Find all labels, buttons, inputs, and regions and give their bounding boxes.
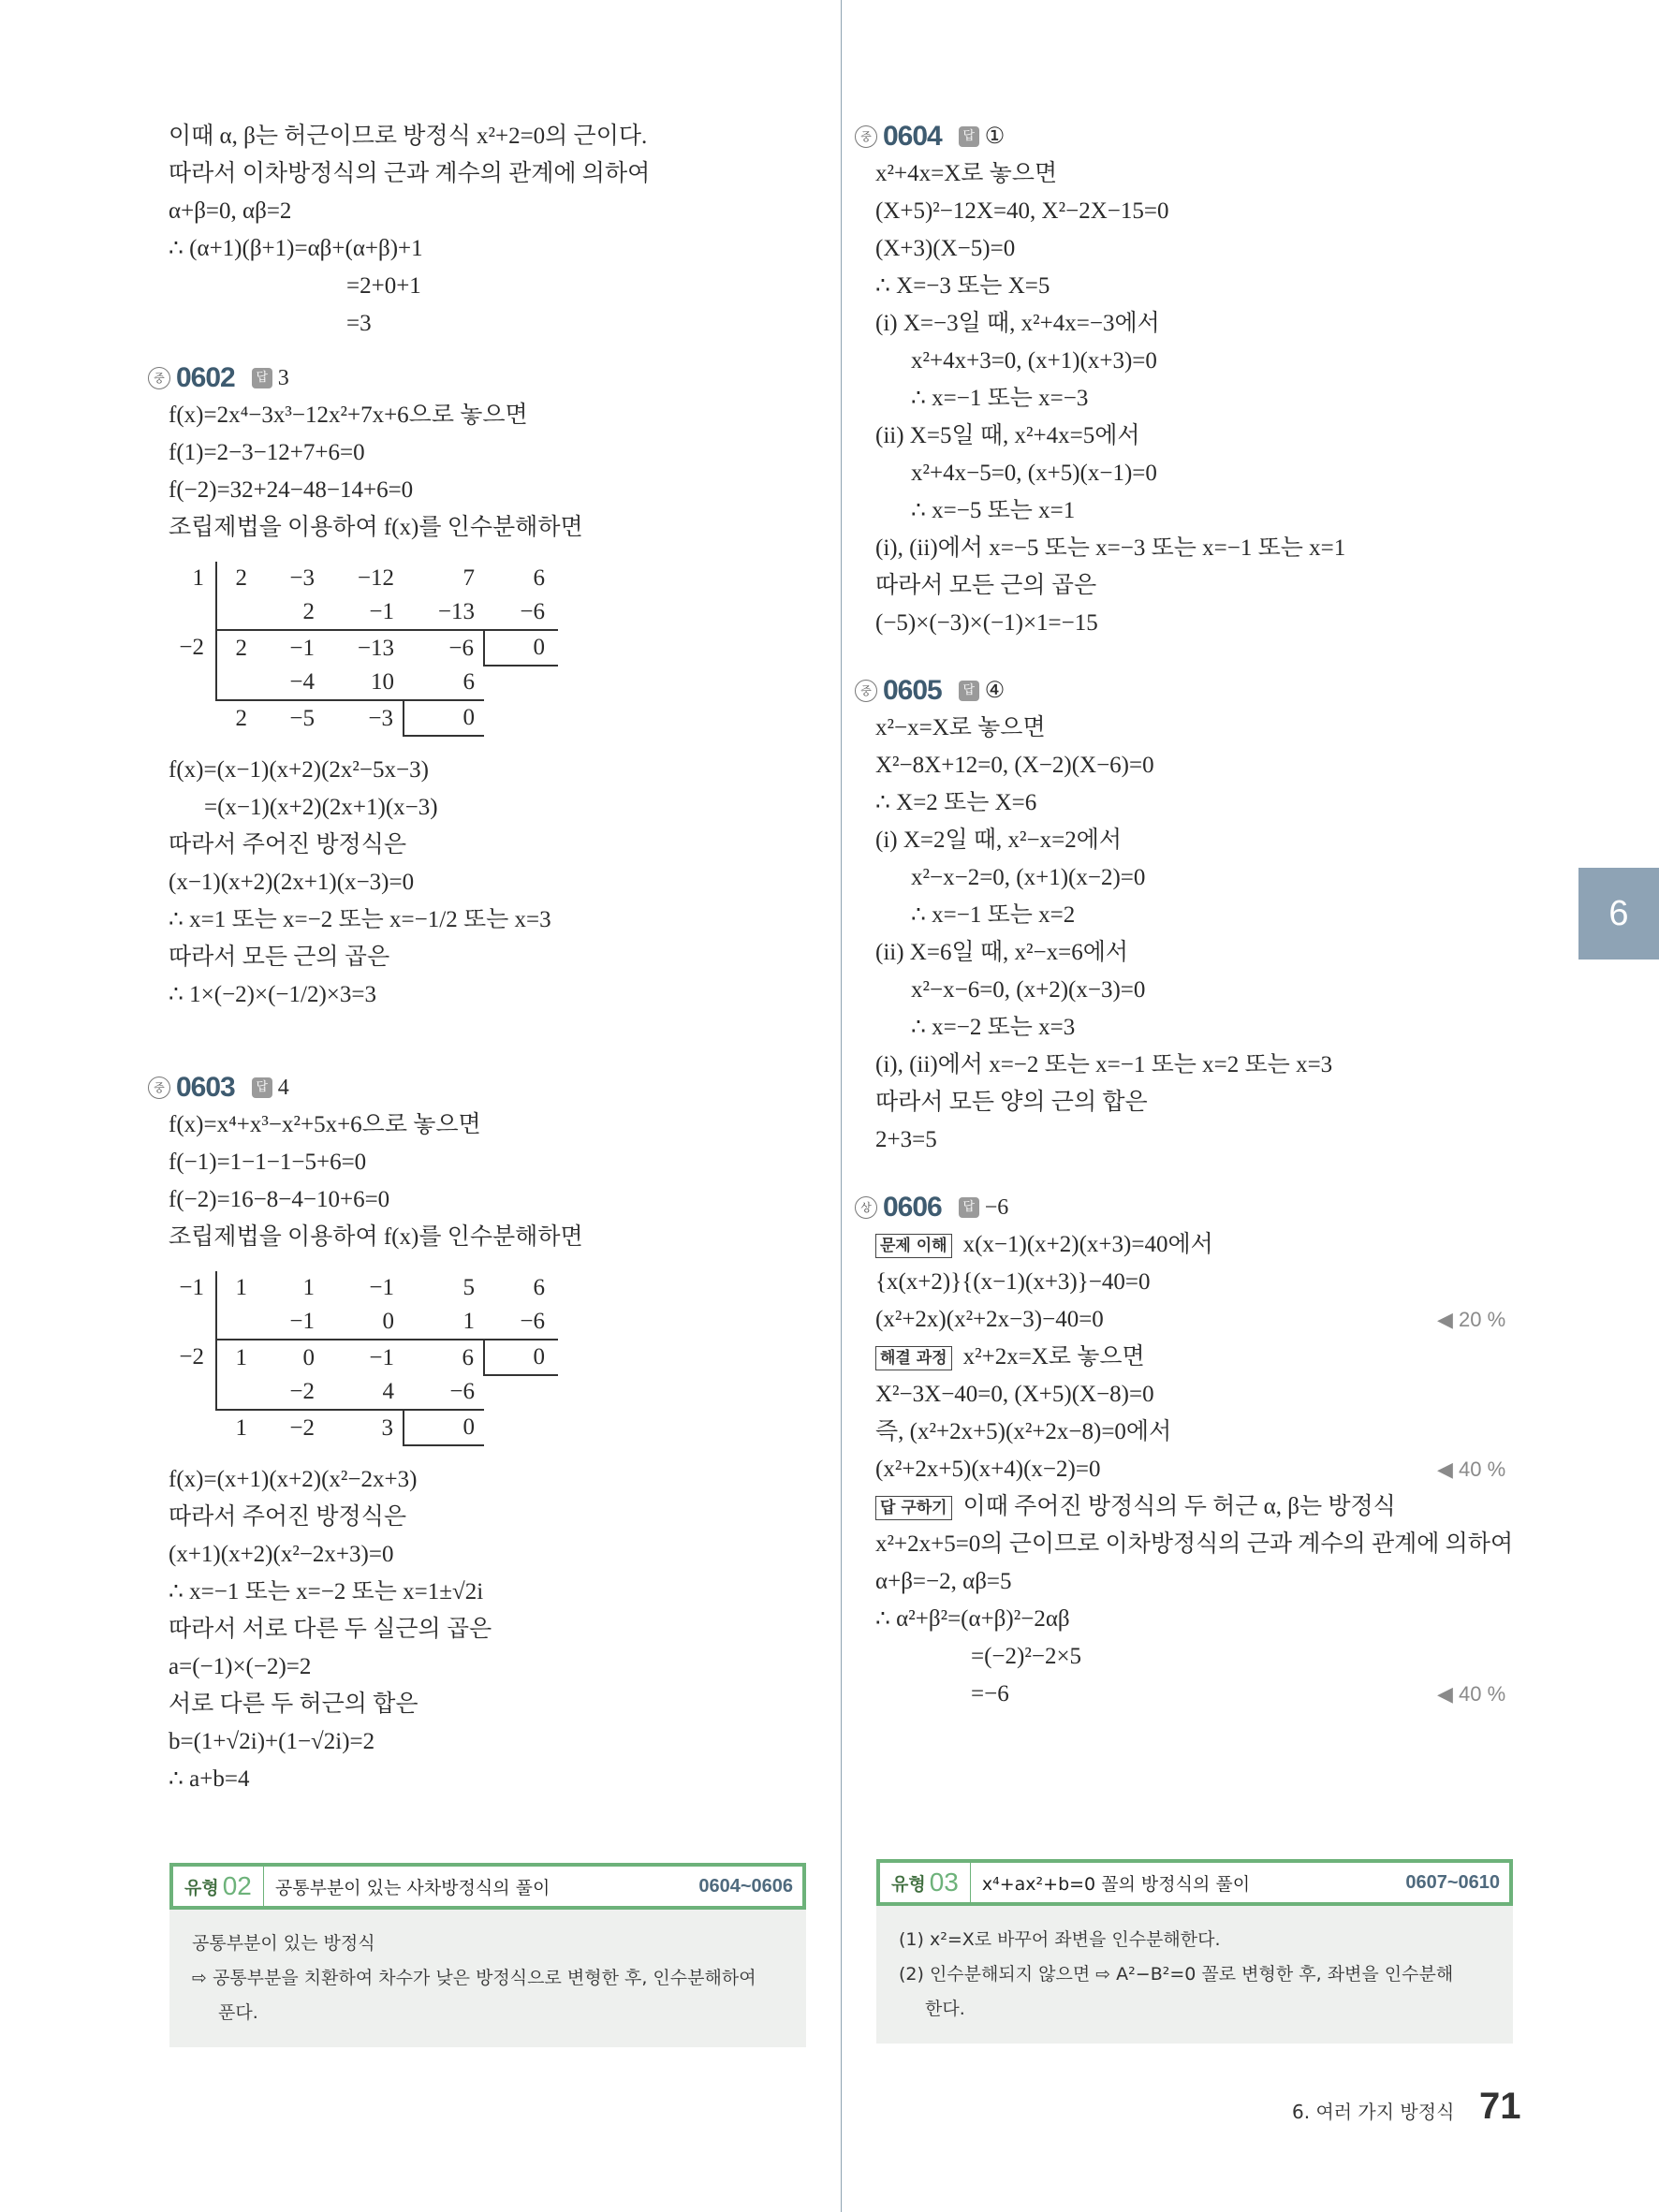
solution-line [875,934,1531,972]
difficulty-badge: 중 [855,125,877,148]
difficulty-badge: 중 [855,680,877,702]
division-cell [169,666,216,700]
line-text: ∴ X=2 또는 X=6 [875,790,1037,815]
division-cell: 7 [462,565,475,591]
line-text: 따라서 주어진 방정식은 [169,1504,407,1530]
solution-line [169,976,824,1014]
division-cell: −2 [169,630,216,666]
problem-header [855,672,1531,710]
line-text: f(x)=(x−1)(x+2)(2x²−5x−3) [169,757,429,783]
line-text: 따라서 모든 양의 근의 합은 [875,1090,1148,1115]
division-row [169,595,558,630]
solution-line [875,305,1531,343]
solution-line [169,1499,824,1536]
type-number: 03 [929,1868,959,1897]
division-cell [169,595,216,630]
problem-0602 [154,359,824,1014]
line-text: (ii) X=5일 때, x²+4x=5에서 [875,423,1140,448]
line-text: f(x)=x⁴+x³−x²+5x+6으로 놓으면 [169,1112,481,1137]
solution-line [169,1648,824,1686]
division-cell: −3 [368,705,393,731]
line-text: 이때 주어진 방정식의 두 허근 α, β는 방정식 [962,1494,1396,1519]
line-text: α+β=0, αβ=2 [169,198,292,224]
division-row [169,1271,558,1305]
score-percent: ◀ 20 % [1437,1308,1506,1331]
division-cell [169,1410,216,1445]
line-text: f(x)=2x⁴−3x³−12x²+7x+6으로 놓으면 [169,403,528,428]
synthetic-division-table [169,562,558,737]
division-cell: 0 [404,700,484,736]
division-cell [484,1375,558,1410]
answer-badge: 답 [959,681,979,701]
division-cell [216,1375,257,1410]
solution-line [169,1723,824,1761]
division-cell: −1 [369,1344,394,1370]
difficulty-badge: 중 [148,367,170,389]
line-text: x²−x=X로 놓으면 [875,715,1046,740]
step-label: 답 구하기 [875,1496,952,1520]
answer-badge: 답 [959,126,979,147]
division-cell: −6 [484,1305,558,1340]
line-text: 따라서 이차방정식의 근과 계수의 관계에 의하여 [169,161,651,186]
line-text: b=(1+√2i)+(1−√2i)=2 [169,1729,375,1754]
type-number: 02 [222,1871,252,1900]
solution-line [875,1526,1531,1563]
type-box-02 [169,1863,806,2047]
solution-line [169,509,824,547]
division-cell: 3 [381,1414,393,1441]
line-text: 이때 α, β는 허근이므로 방정식 x²+2=0의 근이다. [169,124,648,149]
division-row [169,1340,558,1375]
division-cell: 2 [235,635,247,661]
intro-section [169,118,824,343]
solution-line [169,1574,824,1611]
solution-line [875,710,1531,747]
division-cell: 1 [404,1305,484,1340]
line-text: ∴ x=−2 또는 x=3 [911,1015,1076,1040]
solution-line [169,1106,824,1144]
division-cell: −2 [289,1414,315,1441]
division-cell [169,1375,216,1410]
problem-number: 0603 [176,1072,235,1103]
type-title: x⁴+ax²+b=0 꼴의 방정식의 풀이 [981,1873,1251,1895]
solution-line [875,747,1531,784]
solution-line [169,155,824,193]
division-cell: 2 [257,595,324,630]
division-cell: −6 [484,595,558,630]
problem-0606 [860,1189,1531,1713]
division-cell: −1 [257,1305,324,1340]
solution-line [169,864,824,901]
solution-line [875,1226,1531,1264]
division-cell: −6 [448,635,474,661]
solution-line [875,859,1531,897]
answer-badge: 답 [252,368,272,388]
line-text: (−5)×(−3)×(−1)×1=−15 [875,610,1098,636]
difficulty-badge: 중 [148,1077,170,1099]
problem-number: 0604 [883,121,942,152]
type-box-line: 한다. [925,1999,965,2019]
solution-line [875,1414,1531,1451]
line-text: {x(x+2)}{(x−1)(x+3)}−40=0 [875,1269,1151,1295]
division-row [169,1305,558,1340]
answer-value: ④ [984,679,1006,703]
score-percent: ◀ 40 % [1437,1682,1506,1706]
solution-line [875,1638,1531,1676]
division-cell: 0 [404,1410,484,1445]
solution-line [875,1339,1531,1376]
solution-line [169,901,824,939]
problem-0603 [154,1069,824,1798]
solution-line [169,268,824,305]
division-cell: −13 [357,635,394,661]
line-text: (x²+2x+5)(x+4)(x−2)=0 [875,1457,1101,1482]
line-text: x²−x−2=0, (x+1)(x−2)=0 [911,865,1146,890]
division-cell: −5 [289,705,315,731]
line-text: 2+3=5 [875,1127,937,1152]
division-cell [169,1305,216,1340]
line-text: x²+4x−5=0, (x+5)(x−1)=0 [911,461,1157,486]
type-label [173,1867,264,1906]
line-text: x(x−1)(x+2)(x+3)=40에서 [962,1232,1213,1257]
solution-line [875,1676,1531,1713]
division-cell [216,1305,257,1340]
division-row [169,1410,558,1445]
division-cell: −4 [257,666,324,700]
difficulty-badge: 상 [855,1196,877,1219]
line-text: =(−2)²−2×5 [971,1644,1082,1669]
division-row [169,1375,558,1410]
type-word: 유형 [184,1877,219,1898]
type-label [880,1863,971,1902]
solution-line [169,1461,824,1499]
line-text: 따라서 모든 근의 곱은 [875,573,1097,598]
line-text: (i) X=−3일 때, x²+4x=−3에서 [875,311,1160,336]
division-cell: −1 [324,595,404,630]
line-text: x²−x−6=0, (x+2)(x−3)=0 [911,977,1146,1003]
line-text: (X+3)(X−5)=0 [875,236,1016,261]
line-text: X²−3X−40=0, (X+5)(X−8)=0 [875,1382,1154,1407]
type-word: 유형 [891,1873,926,1895]
solution-line [875,1376,1531,1414]
problem-header [855,1189,1531,1226]
division-cell: −12 [357,565,394,591]
division-cell: 10 [324,666,404,700]
answer-value: 4 [277,1076,289,1100]
line-text: x²+2x=X로 놓으면 [962,1344,1145,1370]
problem-header [148,1069,824,1106]
solution-line [169,472,824,509]
line-text: a=(−1)×(−2)=2 [169,1654,312,1679]
line-text: =2+0+1 [346,273,421,299]
type-box-body [876,1906,1513,2044]
line-text: 즉, (x²+2x+5)(x²+2x−8)=0에서 [875,1419,1172,1444]
division-cell [216,666,257,700]
answer-value: ① [984,125,1006,149]
line-text: (i) X=2일 때, x²−x=2에서 [875,828,1123,853]
division-cell: −6 [404,1375,484,1410]
line-text: 따라서 모든 근의 곱은 [169,945,390,970]
division-cell: −1 [369,1275,394,1300]
solution-line [875,343,1531,380]
synthetic-division-table [169,1271,558,1446]
solution-line [875,1047,1531,1084]
solution-line [169,752,824,789]
solution-line [875,1601,1531,1638]
solution-line [875,1563,1531,1601]
division-cell: 1 [235,1414,247,1441]
division-row [169,562,558,595]
type-box-header [876,1859,1513,1906]
solution-line [875,1084,1531,1121]
problem-header [855,118,1531,155]
chapter-title: 6. 여러 가지 방정식 [1292,2101,1455,2123]
answer-value: 3 [277,366,289,390]
solution-line [875,492,1531,530]
line-text: (x²+2x)(x²+2x−3)−40=0 [875,1307,1104,1332]
line-text: (i), (ii)에서 x=−2 또는 x=−1 또는 x=2 또는 x=3 [875,1052,1333,1077]
column-divider [841,0,842,2212]
division-cell: −1 [289,635,315,661]
solution-line [875,268,1531,305]
solution-line [169,434,824,472]
division-cell: 1 [169,562,216,595]
line-text: ∴ α²+β²=(α+β)²−2αβ [875,1606,1070,1632]
type-box-line: (2) 인수분해되지 않으면 ⇨ A²−B²=0 꼴로 변형한 후, 좌변을 인수분해 [899,1964,1454,1985]
problem-header [148,359,824,397]
line-text: (i), (ii)에서 x=−5 또는 x=−3 또는 x=−1 또는 x=1 [875,535,1346,561]
solution-line [875,822,1531,859]
solution-line [875,567,1531,605]
line-text: f(−2)=32+24−48−14+6=0 [169,477,414,503]
line-text: ∴ x=1 또는 x=−2 또는 x=−1/2 또는 x=3 [169,907,551,932]
line-text: =−6 [971,1681,1009,1707]
division-cell: 0 [484,1340,558,1375]
line-text: ∴ x=−1 또는 x=−3 [911,386,1089,411]
answer-badge: 답 [252,1077,272,1098]
line-text: x²+2x+5=0의 근이므로 이차방정식의 근과 계수의 관계에 의하여 [875,1531,1514,1557]
solution-line [169,1536,824,1574]
solution-line [875,784,1531,822]
type-box-line: 푼다. [218,2002,258,2023]
division-row [169,700,558,736]
division-cell: −1 [169,1271,216,1305]
line-text: ∴ (α+1)(β+1)=αβ+(α+β)+1 [169,236,423,261]
division-cell [484,666,558,700]
line-text: 따라서 주어진 방정식은 [169,832,407,857]
division-row [169,630,558,666]
problem-0605 [860,672,1531,1159]
solution-line [169,827,824,864]
line-text: =3 [346,311,372,336]
problem-0604 [860,118,1531,642]
solution-line [875,193,1531,230]
solution-line [875,530,1531,567]
solution-line [875,897,1531,934]
division-cell: −13 [404,595,484,630]
problem-number: 0605 [883,675,942,706]
division-cell: 0 [484,630,558,666]
solution-line [169,1686,824,1723]
division-cell: 0 [302,1344,315,1370]
solution-line [169,397,824,434]
line-text: X²−8X+12=0, (X−2)(X−6)=0 [875,753,1154,778]
division-cell: 6 [533,565,545,591]
type-box-line: ⇨ 공통부분을 치환하여 차수가 낮은 방정식으로 변형한 후, 인수분해하여 [192,1968,756,1988]
solution-line [875,155,1531,193]
solution-line [169,1611,824,1648]
solution-line [875,1264,1531,1301]
type-box-body [169,1910,806,2047]
line-text: (ii) X=6일 때, x²−x=6에서 [875,940,1128,965]
line-text: f(1)=2−3−12+7+6=0 [169,440,365,465]
line-text: x²+4x+3=0, (x+1)(x+3)=0 [911,348,1157,374]
division-cell: 1 [235,1275,247,1300]
solution-line [875,1009,1531,1047]
problem-range: 0607~0610 [1405,1871,1500,1893]
division-cell: 0 [324,1305,404,1340]
type-box-line: 공통부분이 있는 방정식 [192,1933,375,1954]
line-text: (X+5)²−12X=40, X²−2X−15=0 [875,198,1169,224]
problem-number: 0602 [176,362,235,393]
line-text: (x+1)(x+2)(x²−2x+3)=0 [169,1542,394,1567]
solution-line [875,417,1531,455]
solution-line [875,1488,1531,1526]
division-cell: 2 [235,565,247,591]
line-text: ∴ x=−1 또는 x=2 [911,902,1076,928]
division-row [169,666,558,700]
division-cell [216,595,257,630]
division-cell: 2 [235,705,247,731]
division-cell [484,1410,558,1445]
solution-line [875,972,1531,1009]
line-text: x²+4x=X로 놓으면 [875,161,1058,186]
problem-number: 0606 [883,1192,942,1223]
division-cell: 5 [462,1275,475,1300]
division-cell: −2 [169,1340,216,1375]
solution-line [169,939,824,976]
solution-line [169,230,824,268]
line-text: (x−1)(x+2)(2x+1)(x−3)=0 [169,870,415,895]
line-text: 조립제법을 이용하여 f(x)를 인수분해하면 [169,1224,583,1250]
solution-line [875,605,1531,642]
solution-line [169,1181,824,1219]
division-cell: 1 [302,1275,315,1300]
division-cell: 4 [324,1375,404,1410]
line-text: 서로 다른 두 허근의 합은 [169,1692,418,1717]
line-text: f(−1)=1−1−1−5+6=0 [169,1150,367,1175]
score-percent: ◀ 40 % [1437,1458,1506,1481]
solution-line [875,455,1531,492]
division-cell: 6 [533,1275,545,1300]
line-text: 따라서 서로 다른 두 실근의 곱은 [169,1617,492,1642]
line-text: ∴ x=−1 또는 x=−2 또는 x=1±√2i [169,1579,484,1604]
solution-line [169,789,824,827]
type-box-03 [876,1859,1513,2044]
solution-line [169,305,824,343]
division-cell: −3 [289,565,315,591]
line-text: ∴ a+b=4 [169,1766,250,1792]
solution-line [169,1144,824,1181]
line-text: =(x−1)(x+2)(2x+1)(x−3) [204,795,438,820]
chapter-tab[interactable]: 6 [1578,868,1659,960]
page-number: 71 [1479,2086,1521,2127]
type-box-header [169,1863,806,1910]
division-cell: 6 [462,1344,474,1370]
problem-range: 0604~0606 [698,1875,793,1897]
division-cell: −2 [257,1375,324,1410]
solution-line [875,1451,1531,1488]
step-label: 문제 이해 [875,1234,952,1258]
line-text: α+β=−2, αβ=5 [875,1569,1012,1594]
type-title: 공통부분이 있는 사차방정식의 풀이 [274,1877,551,1898]
division-cell: 1 [235,1344,247,1370]
solution-line [169,118,824,155]
division-cell: 6 [404,666,484,700]
solution-line [875,1301,1531,1339]
solution-line [875,230,1531,268]
line-text: ∴ 1×(−2)×(−1/2)×3=3 [169,982,376,1007]
line-text: ∴ X=−3 또는 X=5 [875,273,1050,299]
solution-line [169,1219,824,1256]
solution-line [169,193,824,230]
solution-line [875,380,1531,417]
step-label: 해결 과정 [875,1346,952,1370]
answer-value: −6 [984,1195,1009,1220]
line-text: f(x)=(x+1)(x+2)(x²−2x+3) [169,1467,418,1492]
division-cell [169,700,216,736]
line-text: ∴ x=−5 또는 x=1 [911,498,1076,523]
line-text: 조립제법을 이용하여 f(x)를 인수분해하면 [169,515,583,540]
type-box-line: (1) x²=X로 바꾸어 좌변을 인수분해한다. [899,1929,1221,1950]
solution-line [169,1761,824,1798]
division-cell [484,700,558,736]
answer-badge: 답 [959,1197,979,1218]
solution-line [875,1121,1531,1159]
line-text: f(−2)=16−8−4−10+6=0 [169,1187,390,1212]
